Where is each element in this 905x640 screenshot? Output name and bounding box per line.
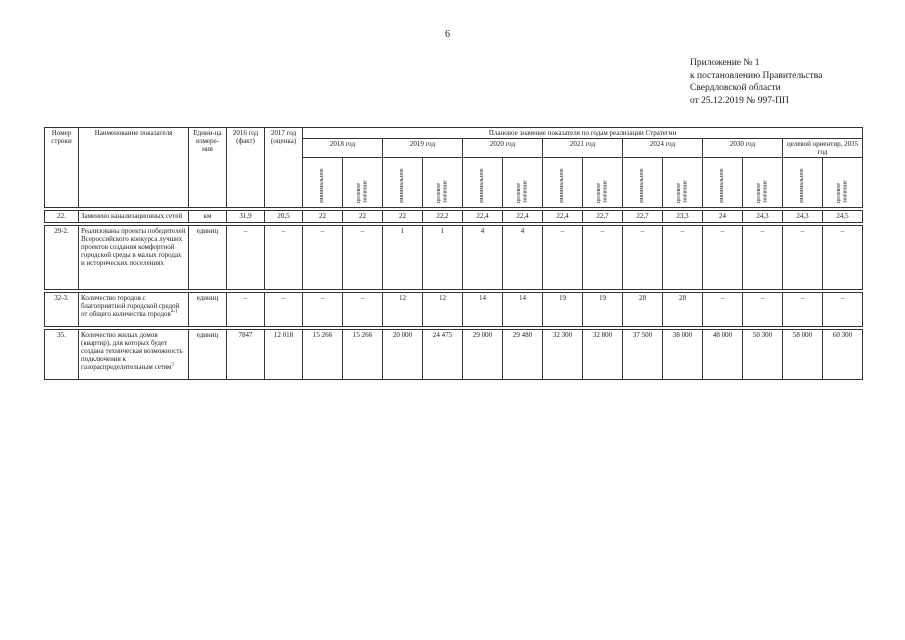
header-year: 2019 год — [383, 139, 463, 158]
planned-value: 12 — [423, 293, 463, 327]
indicator-name: Количество городов с благоприятной городской средой от общего количества городов — [81, 294, 180, 318]
header-target — [423, 158, 463, 208]
header-year: 2030 год — [703, 139, 783, 158]
header-min — [383, 158, 423, 208]
unit: единиц — [189, 226, 227, 290]
indicator-name: Заменено канализационных сетей — [81, 212, 183, 220]
planned-value: 15 266 — [343, 330, 383, 380]
appendix-line: Приложение № 1 — [690, 58, 760, 68]
planned-value: 19 — [543, 293, 583, 327]
header-row-number: Номер строки — [45, 128, 79, 208]
value-2017: 12 018 — [265, 330, 303, 380]
indicator-name-cell — [79, 226, 189, 290]
value-2016: 31,9 — [227, 211, 265, 223]
header-target — [583, 158, 623, 208]
header-sub-label: целевое значение — [356, 180, 369, 203]
header-sub-label: минимальное — [399, 168, 406, 203]
planned-value: 4 — [503, 226, 543, 290]
planned-value: – — [823, 293, 863, 327]
planned-value: 22,4 — [463, 211, 503, 223]
planned-value: – — [343, 226, 383, 290]
planned-value: 29 000 — [463, 330, 503, 380]
planned-value: 22,4 — [543, 211, 583, 223]
planned-value: – — [303, 293, 343, 327]
planned-value: 19 — [583, 293, 623, 327]
header-sub-label: целевое значение — [756, 180, 769, 203]
row-number: 22. — [45, 211, 79, 223]
header-target — [823, 158, 863, 208]
table-row — [45, 330, 863, 380]
planned-value: 58 000 — [783, 330, 823, 380]
planned-value: 1 — [423, 226, 463, 290]
planned-value: 32 300 — [543, 330, 583, 380]
appendix-line: к постановлению Правительства — [690, 70, 823, 81]
planned-value: – — [663, 226, 703, 290]
planned-value: 28 — [623, 293, 663, 327]
appendix-line: от 25.12.2019 № 997-ПП — [690, 95, 789, 106]
footnote-ref: 5 — [171, 362, 174, 368]
row-number: 29-2. — [45, 226, 79, 290]
header-sub-label: целевое значение — [676, 180, 689, 203]
planned-value: – — [783, 226, 823, 290]
header-target — [503, 158, 543, 208]
planned-value: – — [623, 226, 663, 290]
value-2017: – — [265, 226, 303, 290]
value-2017: 20,5 — [265, 211, 303, 223]
planned-value: – — [303, 226, 343, 290]
planned-value: 22 — [343, 211, 383, 223]
table-row — [45, 211, 863, 223]
unit: км — [189, 211, 227, 223]
value-2016: 7847 — [227, 330, 265, 380]
planned-value: 28 — [663, 293, 703, 327]
planned-value: 15 266 — [303, 330, 343, 380]
value-2016: – — [227, 226, 265, 290]
header-2016: 2016 год (факт) — [227, 128, 265, 208]
unit: единиц — [189, 293, 227, 327]
planned-value: – — [543, 226, 583, 290]
header-sub-label: минимальное — [799, 168, 806, 203]
planned-value: 29 480 — [503, 330, 543, 380]
header-sub-label: минимальное — [719, 168, 726, 203]
indicator-name-cell — [79, 293, 189, 327]
planned-value: – — [583, 226, 623, 290]
header-planned: Плановое значение показателя по годам реализации Стратегии — [303, 128, 863, 139]
header-indicator: Наименование показателя — [79, 128, 189, 208]
header-year: 2024 год — [623, 139, 703, 158]
header-min — [703, 158, 743, 208]
header-sub-label: целевое значение — [516, 180, 529, 203]
planned-value: 24 475 — [423, 330, 463, 380]
header-min — [463, 158, 503, 208]
value-2017: – — [265, 293, 303, 327]
planned-value: 38 000 — [663, 330, 703, 380]
planned-value: – — [703, 226, 743, 290]
indicator-name: Количество жилых домов (квартир), для которых будет создана техническая возможность подключения к газораспределительным сетям — [81, 331, 183, 371]
header-2017: 2017 год (оценка) — [265, 128, 303, 208]
planned-value: – — [783, 293, 823, 327]
planned-value: 22,4 — [503, 211, 543, 223]
header-sub-label: целевое значение — [436, 180, 449, 203]
table-row — [45, 293, 863, 327]
row-number: 35. — [45, 330, 79, 380]
appendix-header — [690, 57, 822, 107]
planned-value: – — [743, 293, 783, 327]
planned-value: 1 — [383, 226, 423, 290]
planned-value: 24,5 — [823, 211, 863, 223]
planned-value: 22,2 — [423, 211, 463, 223]
header-min — [543, 158, 583, 208]
planned-value: 24 — [703, 211, 743, 223]
planned-value: – — [703, 293, 743, 327]
indicator-name-cell — [79, 211, 189, 223]
header-min — [623, 158, 663, 208]
header-year: 2018 год — [303, 139, 383, 158]
planned-value: 22,7 — [583, 211, 623, 223]
header-sub-label: минимальное — [639, 168, 646, 203]
header-target — [663, 158, 703, 208]
planned-value: 50 300 — [743, 330, 783, 380]
appendix-line: Свердловской области — [690, 83, 781, 93]
header-sub-label: минимальное — [479, 168, 486, 203]
planned-value: 37 500 — [623, 330, 663, 380]
header-min — [303, 158, 343, 208]
planned-value: 60 300 — [823, 330, 863, 380]
planned-value: 48 000 — [703, 330, 743, 380]
row-number: 32-3. — [45, 293, 79, 327]
planned-value: 14 — [463, 293, 503, 327]
planned-value: 23,3 — [663, 211, 703, 223]
planned-value: – — [743, 226, 783, 290]
header-min — [783, 158, 823, 208]
header-sub-label: целевое значение — [596, 180, 609, 203]
planned-value: 24,3 — [743, 211, 783, 223]
planned-value: 22 — [303, 211, 343, 223]
header-unit: Едини-ца измере-ния — [189, 128, 227, 208]
value-2016: – — [227, 293, 265, 327]
header-sub-label: целевое значение — [836, 180, 849, 203]
footnote-ref: 4-1 — [170, 309, 178, 315]
table-row — [45, 226, 863, 290]
header-sub-label: минимальное — [559, 168, 566, 203]
planned-value: – — [343, 293, 383, 327]
indicator-name-cell — [79, 330, 189, 380]
unit: единиц — [189, 330, 227, 380]
planned-value: 22 — [383, 211, 423, 223]
indicators-table — [44, 127, 863, 380]
header-sub-label: минимальное — [319, 168, 326, 203]
header-year: целевой ориентир, 2035 год — [783, 139, 863, 158]
planned-value: 24,3 — [783, 211, 823, 223]
planned-value: 32 800 — [583, 330, 623, 380]
header-row — [45, 128, 863, 139]
page-number: 6 — [445, 29, 450, 40]
header-year: 2020 год — [463, 139, 543, 158]
header-year: 2021 год — [543, 139, 623, 158]
planned-value: 4 — [463, 226, 503, 290]
planned-value: – — [823, 226, 863, 290]
planned-value: 14 — [503, 293, 543, 327]
header-target — [743, 158, 783, 208]
header-target — [343, 158, 383, 208]
planned-value: 20 000 — [383, 330, 423, 380]
indicator-name: Реализованы проекты победителей Всероссийского конкурса лучших проектов создания комфортной городской среды в малых городах и исторических поселениях — [81, 227, 186, 267]
planned-value: 12 — [383, 293, 423, 327]
planned-value: 22,7 — [623, 211, 663, 223]
